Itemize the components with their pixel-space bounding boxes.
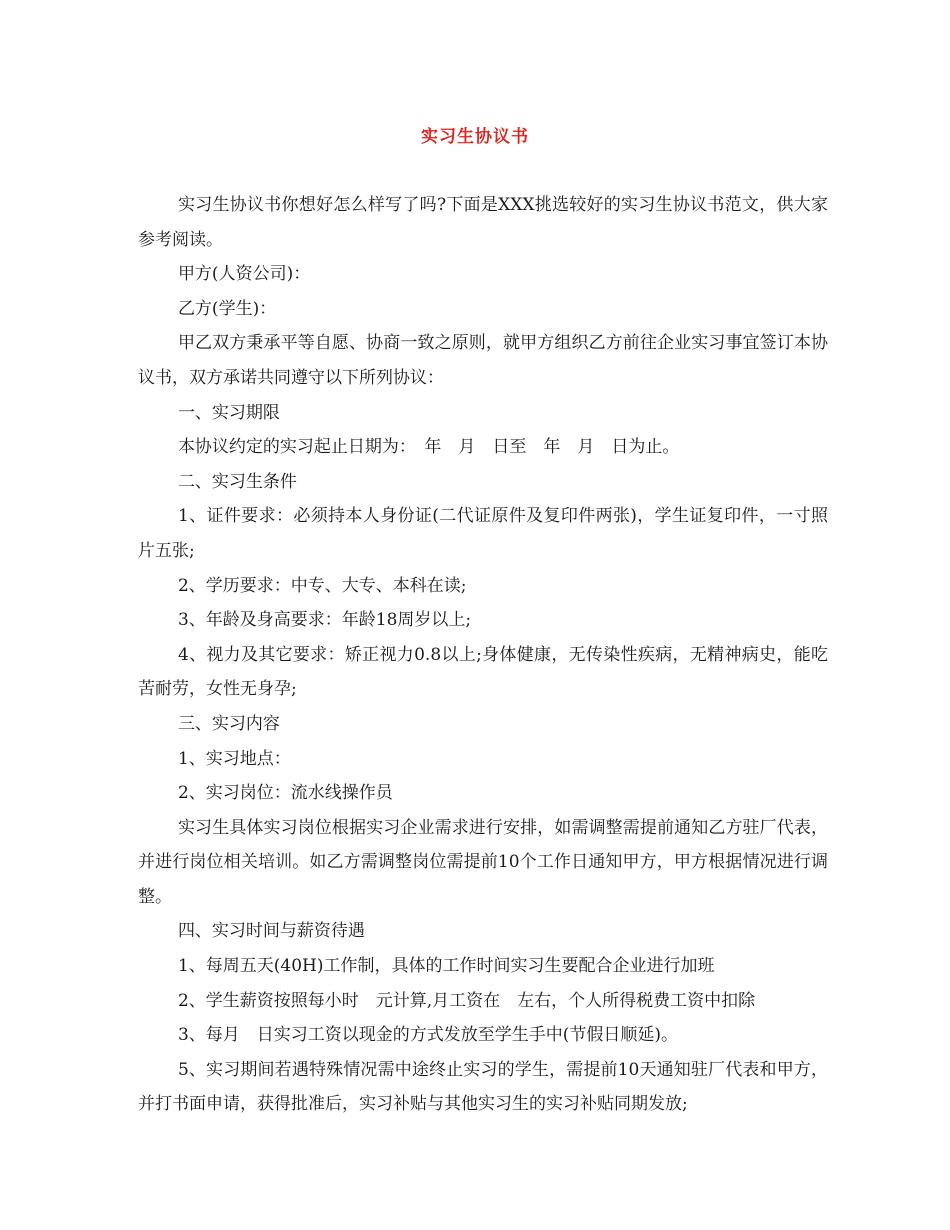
paragraph-position-arrangement: 实习生具体实习岗位根据实习企业需求进行安排，如需调整需提前通知乙方驻厂代表，并进行岗位相关培训。如乙方需调整岗位需提前10个工作日通知甲方，甲方根据情况进行调整。 bbox=[138, 817, 828, 907]
paragraph-condition-education: 2、学历要求：中专、大专、本科在读; bbox=[177, 575, 467, 596]
paragraph-location: 1、实习地点： bbox=[177, 748, 291, 769]
section-heading-time-pay: 四、实习时间与薪资待遇 bbox=[177, 921, 365, 942]
section-heading-content: 三、实习内容 bbox=[177, 713, 280, 734]
document-title: 实习生协议书 bbox=[421, 127, 529, 147]
paragraph-preamble: 甲乙双方秉承平等自愿、协商一致之原则，就甲方组织乙方前往企业实习事宜签订本协议书，双方承诺共同遵守以下所列协议： bbox=[138, 333, 828, 388]
document-body bbox=[138, 188, 828, 1122]
paragraph-period-dates: 本协议约定的实习起止日期为： 年 月 日至 年 月 日为止。 bbox=[177, 437, 680, 458]
paragraph-termination: 5、实习期间若遇特殊情况需中途终止实习的学生，需提前10天通知驻厂代表和甲方，并打书面申请，获得批准后，实习补贴与其他实习生的实习补贴同期发放; bbox=[138, 1059, 828, 1115]
paragraph-intro: 实习生协议书你想好怎么样写了吗?下面是XXX挑选较好的实习生协议书范文，供大家参考阅读。 bbox=[138, 195, 828, 250]
paragraph-salary: 2、学生薪资按照每小时 元计算,月工资在 左右，个人所得税费工资中扣除 bbox=[177, 990, 756, 1011]
paragraph-payday: 3、每月 日实习工资以现金的方式发放至学生手中(节假日顺延)。 bbox=[177, 1025, 679, 1046]
paragraph-party-b: 乙方(学生)： bbox=[177, 298, 277, 319]
paragraph-party-a: 甲方(人资公司)： bbox=[177, 264, 311, 285]
section-heading-period: 一、实习期限 bbox=[177, 402, 280, 423]
paragraph-condition-documents: 1、证件要求：必须持本人身份证(二代证原件及复印件两张)，学生证复印件，一寸照片五张; bbox=[138, 506, 828, 561]
paragraph-position: 2、实习岗位：流水线操作员 bbox=[177, 783, 393, 804]
paragraph-condition-health: 4、视力及其它要求：矫正视力0.8以上;身体健康，无传染性疾病，无精神病史，能吃苦耐劳，女性无身孕; bbox=[138, 644, 828, 700]
paragraph-work-schedule: 1、每周五天(40H)工作制，具体的工作时间实习生要配合企业进行加班 bbox=[177, 956, 715, 977]
paragraph-condition-age: 3、年龄及身高要求：年龄18周岁以上; bbox=[177, 610, 472, 631]
section-heading-conditions: 二、实习生条件 bbox=[177, 471, 297, 492]
